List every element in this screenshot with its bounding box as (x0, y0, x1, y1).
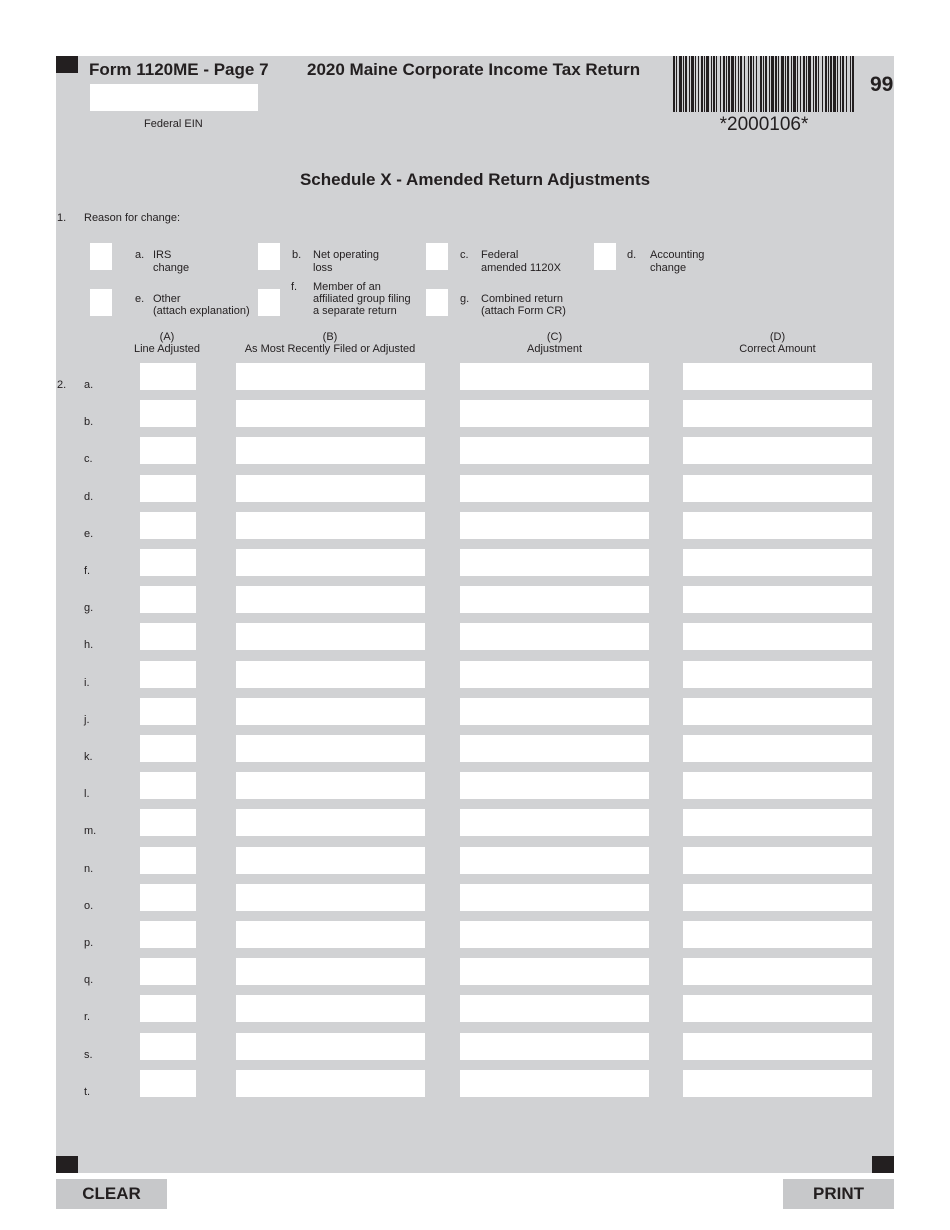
option-c-text-line2: amended 1120X (481, 262, 561, 274)
field-adjustment-n[interactable] (460, 847, 649, 874)
option-f-text-line3: a separate return (313, 305, 397, 317)
option-b-text-line2: loss (313, 262, 333, 274)
field-correct-amount-m[interactable] (683, 809, 872, 836)
column-c-letter: (C) (546, 331, 563, 343)
field-adjustment-m[interactable] (460, 809, 649, 836)
column-a-title: Line Adjusted (133, 343, 201, 355)
field-correct-amount-n[interactable] (683, 847, 872, 874)
field-line-adjusted-d[interactable] (140, 475, 196, 502)
field-adjustment-k[interactable] (460, 735, 649, 762)
field-correct-amount-q[interactable] (683, 958, 872, 985)
option-a-text-line2: change (153, 262, 190, 274)
row-label-d: d. (84, 491, 94, 503)
row-label-g: g. (84, 602, 94, 614)
field-adjustment-i[interactable] (460, 661, 649, 688)
return-title: 2020 Maine Corporate Income Tax Return (307, 60, 641, 79)
federal-ein-label: Federal EIN (144, 118, 203, 130)
row-label-l: l. (84, 788, 90, 800)
checkbox-combined-return[interactable] (426, 289, 448, 316)
option-g-text-line1: Combined return (481, 293, 563, 305)
column-d-header (683, 331, 872, 355)
field-correct-amount-t[interactable] (683, 1070, 872, 1097)
field-adjustment-b[interactable] (460, 400, 649, 427)
field-adjustment-p[interactable] (460, 921, 649, 948)
field-as-filed-e[interactable] (236, 512, 425, 539)
field-as-filed-b[interactable] (236, 400, 425, 427)
field-adjustment-f[interactable] (460, 549, 649, 576)
field-line-adjusted-i[interactable] (140, 661, 196, 688)
field-line-adjusted-r[interactable] (140, 995, 196, 1022)
option-c-letter: c. (460, 249, 469, 261)
field-correct-amount-r[interactable] (683, 995, 872, 1022)
row-label-b: b. (84, 416, 94, 428)
field-line-adjusted-f[interactable] (140, 549, 196, 576)
field-as-filed-d[interactable] (236, 475, 425, 502)
field-as-filed-r[interactable] (236, 995, 425, 1022)
field-correct-amount-j[interactable] (683, 698, 872, 725)
row-label-s: s. (84, 1049, 93, 1061)
field-as-filed-n[interactable] (236, 847, 425, 874)
line1-number: 1. (57, 212, 67, 224)
column-b-letter: (B) (322, 331, 338, 343)
option-f-text-line1: Member of an (313, 281, 381, 293)
field-as-filed-t[interactable] (236, 1070, 425, 1097)
registration-mark-top-left (56, 56, 78, 73)
field-as-filed-m[interactable] (236, 809, 425, 836)
row-label-p: p. (84, 937, 94, 949)
field-line-adjusted-o[interactable] (140, 884, 196, 911)
row-label-m: m. (84, 825, 97, 837)
field-line-adjusted-q[interactable] (140, 958, 196, 985)
row-label-k: k. (84, 751, 93, 763)
field-line-adjusted-t[interactable] (140, 1070, 196, 1097)
clear-button[interactable]: CLEAR (56, 1179, 167, 1209)
column-d-title: Correct Amount (739, 343, 816, 355)
registration-mark-bottom-left (56, 1156, 78, 1173)
option-d-text-line2: change (650, 262, 687, 274)
field-correct-amount-d[interactable] (683, 475, 872, 502)
column-b-header (230, 331, 430, 355)
field-line-adjusted-k[interactable] (140, 735, 196, 762)
field-as-filed-j[interactable] (236, 698, 425, 725)
option-b-text-line1: Net operating (313, 249, 380, 261)
print-button[interactable]: PRINT (783, 1179, 894, 1209)
field-correct-amount-a[interactable] (683, 363, 872, 390)
row-label-h: h. (84, 639, 94, 651)
row-label-j: j. (84, 714, 90, 726)
field-adjustment-j[interactable] (460, 698, 649, 725)
form-page-title: Form 1120ME - Page 7 (89, 60, 269, 79)
field-adjustment-r[interactable] (460, 995, 649, 1022)
field-line-adjusted-a[interactable] (140, 363, 196, 390)
registration-mark-bottom-right (872, 1156, 894, 1173)
field-correct-amount-b[interactable] (683, 400, 872, 427)
field-correct-amount-k[interactable] (683, 735, 872, 762)
field-line-adjusted-h[interactable] (140, 623, 196, 650)
field-correct-amount-h[interactable] (683, 623, 872, 650)
column-d-letter: (D) (769, 331, 786, 343)
row-label-c: c. (84, 453, 93, 465)
row-label-r: r. (84, 1011, 91, 1023)
field-adjustment-q[interactable] (460, 958, 649, 985)
field-correct-amount-f[interactable] (683, 549, 872, 576)
page-code: 99 (870, 73, 894, 96)
line1-label: Reason for change: (84, 212, 181, 224)
column-a-letter: (A) (159, 331, 175, 343)
column-b-title: As Most Recently Filed or Adjusted (244, 343, 416, 355)
option-d-text-line1: Accounting (650, 249, 705, 261)
field-line-adjusted-e[interactable] (140, 512, 196, 539)
option-d-letter: d. (627, 249, 637, 261)
checkbox-federal-amended[interactable] (426, 243, 448, 270)
column-a-header (117, 331, 217, 355)
schedule-title: Schedule X - Amended Return Adjustments (299, 170, 651, 189)
field-adjustment-a[interactable] (460, 363, 649, 390)
field-as-filed-p[interactable] (236, 921, 425, 948)
federal-ein-field[interactable] (90, 84, 258, 111)
field-adjustment-e[interactable] (460, 512, 649, 539)
field-adjustment-h[interactable] (460, 623, 649, 650)
option-e-text-line2: (attach explanation) (153, 305, 250, 317)
checkbox-affiliated-group[interactable] (258, 289, 280, 316)
field-line-adjusted-s[interactable] (140, 1033, 196, 1060)
field-correct-amount-p[interactable] (683, 921, 872, 948)
option-a-letter: a. (135, 249, 145, 261)
row-label-f: f. (84, 565, 91, 577)
barcode-image (673, 56, 855, 112)
row-label-o: o. (84, 900, 94, 912)
option-e-text-line1: Other (153, 293, 181, 305)
option-c-text-line1: Federal (481, 249, 519, 261)
line2-number: 2. (57, 379, 67, 391)
field-as-filed-o[interactable] (236, 884, 425, 911)
field-adjustment-d[interactable] (460, 475, 649, 502)
checkbox-irs-change[interactable] (90, 243, 112, 270)
row-label-i: i. (84, 677, 90, 689)
row-label-a: a. (84, 379, 94, 391)
field-adjustment-l[interactable] (460, 772, 649, 799)
field-adjustment-s[interactable] (460, 1033, 649, 1060)
row-label-q: q. (84, 974, 94, 986)
field-as-filed-a[interactable] (236, 363, 425, 390)
field-adjustment-t[interactable] (460, 1070, 649, 1097)
field-line-adjusted-j[interactable] (140, 698, 196, 725)
field-correct-amount-l[interactable] (683, 772, 872, 799)
field-as-filed-k[interactable] (236, 735, 425, 762)
checkbox-net-operating-loss[interactable] (258, 243, 280, 270)
option-g-text-line2: (attach Form CR) (481, 305, 566, 317)
option-e-letter: e. (135, 293, 145, 305)
field-correct-amount-e[interactable] (683, 512, 872, 539)
field-line-adjusted-n[interactable] (140, 847, 196, 874)
option-f-text-line2: affiliated group filing (313, 293, 411, 305)
field-line-adjusted-b[interactable] (140, 400, 196, 427)
field-line-adjusted-m[interactable] (140, 809, 196, 836)
field-line-adjusted-g[interactable] (140, 586, 196, 613)
field-as-filed-i[interactable] (236, 661, 425, 688)
row-label-t: t. (84, 1086, 91, 1098)
field-correct-amount-c[interactable] (683, 437, 872, 464)
field-line-adjusted-l[interactable] (140, 772, 196, 799)
field-line-adjusted-p[interactable] (140, 921, 196, 948)
row-label-n: n. (84, 863, 94, 875)
field-line-adjusted-c[interactable] (140, 437, 196, 464)
option-f-letter: f. (291, 281, 298, 293)
field-as-filed-s[interactable] (236, 1033, 425, 1060)
field-as-filed-q[interactable] (236, 958, 425, 985)
row-label-e: e. (84, 528, 94, 540)
field-as-filed-h[interactable] (236, 623, 425, 650)
field-as-filed-l[interactable] (236, 772, 425, 799)
field-adjustment-o[interactable] (460, 884, 649, 911)
field-correct-amount-i[interactable] (683, 661, 872, 688)
checkbox-other[interactable] (90, 289, 112, 316)
field-as-filed-f[interactable] (236, 549, 425, 576)
field-correct-amount-o[interactable] (683, 884, 872, 911)
field-as-filed-g[interactable] (236, 586, 425, 613)
option-g-letter: g. (460, 293, 470, 305)
column-c-title: Adjustment (526, 343, 583, 355)
barcode-text: *2000106* (719, 114, 809, 135)
field-adjustment-c[interactable] (460, 437, 649, 464)
field-correct-amount-g[interactable] (683, 586, 872, 613)
field-correct-amount-s[interactable] (683, 1033, 872, 1060)
checkbox-accounting-change[interactable] (594, 243, 616, 270)
option-a-text-line1: IRS (153, 249, 172, 261)
option-b-letter: b. (292, 249, 302, 261)
field-adjustment-g[interactable] (460, 586, 649, 613)
field-as-filed-c[interactable] (236, 437, 425, 464)
column-c-header (460, 331, 649, 355)
